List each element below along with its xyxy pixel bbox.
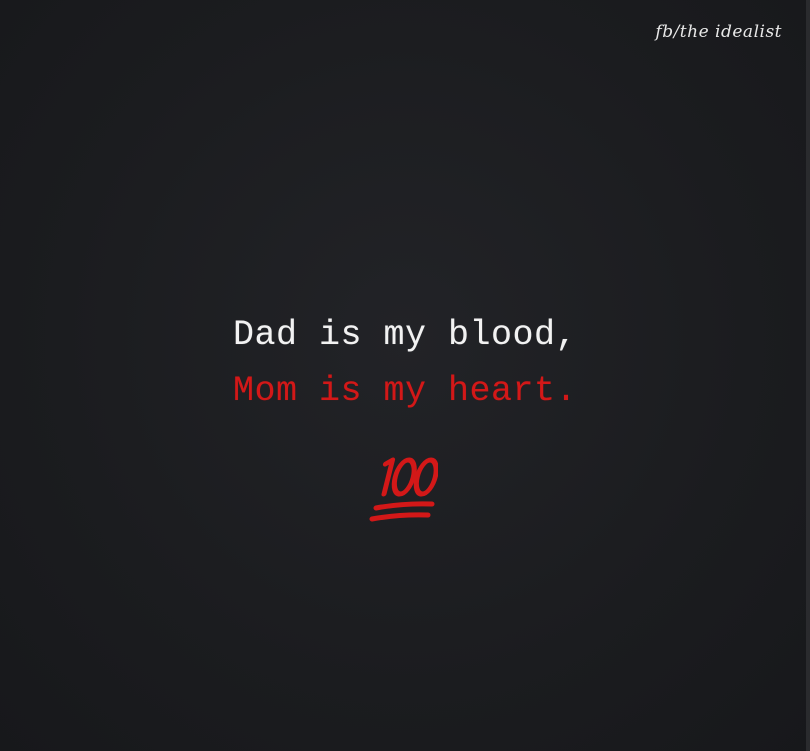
quote-line-1: Dad is my blood, [232, 315, 578, 355]
quote-line-2: Mom is my heart. [232, 371, 578, 411]
watermark: fb/the idealist [655, 22, 782, 42]
hundred-points-icon [368, 454, 438, 526]
